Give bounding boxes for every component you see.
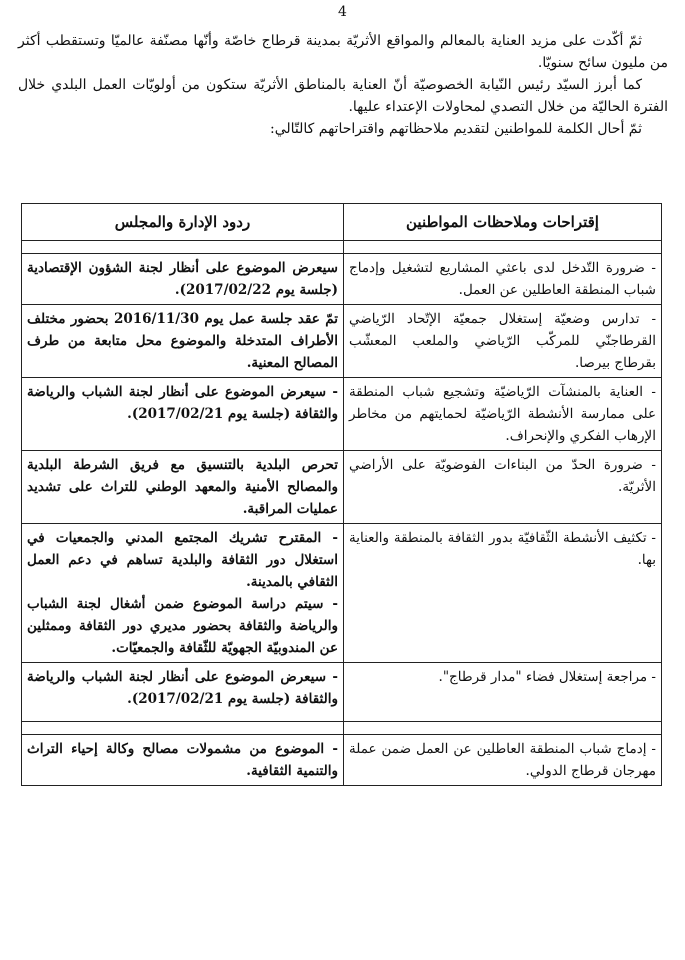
response-cell: - المقترح تشريك المجتمع المدني والجمعيات في استغلال دور الثقافة والبلدية تساهم في دعم العمل الثقافي بالمدينة. - سيتم دراسة الموضوع ضمن أشغال لجنة الشباب والرياضة والثقافة بحضور مديري دور الثقافة وممثلين عن المندوبيّة الجهويّة للثّقافة والجمعيّات. [22,524,344,663]
table-row [22,663,662,722]
response-cell: - سيعرض الموضوع على أنظار لجنة الشباب والرياضة والثقافة (جلسة يوم 2017/02/21). [22,663,344,722]
table-header-row [22,204,662,241]
proposals-table [21,203,662,786]
table-row [22,378,662,451]
table-row [22,305,662,378]
response-cell: تحرص البلدية بالتنسيق مع فريق الشرطة البلدية والمصالح الأمنية والمعهد الوطني للتراث على تشديد عمليات المراقبة. [22,451,344,524]
header-citizen-proposals: إقتراحات وملاحظات المواطنين [344,204,662,241]
citizen-proposal-cell: - تدارس وضعيّة إستغلال جمعيّة الإتّحاد الرّياضي القرطاجنّي للمركّب الرّياضي والملعب المعشّب بقرطاج بيرصا. [344,305,662,378]
intro-paragraph: ثمّ أكّدت على مزيد العناية بالمعالم والمواقع الأثريّة بمدينة قرطاج خاصّة وأنّها مصنّفة عالميّا وتستقطب أكثر من مليون سائح سنويّا. [18,33,668,71]
citizen-proposal-cell: - تكثيف الأنشطة الثّقافيّة بدور الثقافة بالمنطقة والعناية بها. [344,524,662,663]
citizen-proposal-cell: - إدماج شباب المنطقة العاطلين عن العمل ضمن عملة مهرجان قرطاج الدولي. [344,735,662,786]
table-row [22,735,662,786]
intro-paragraph: كما أبرز السيّد رئيس النّيابة الخصوصيّة أنّ العناية بالمناطق الأثريّة ستكون من أولويّات العمل البلدي خلال الفترة الحاليّة من خلال التصدي لمحاولات الإعتداء عليها. [18,77,668,115]
table-row [22,524,662,663]
header-administration-responses: ردود الإدارة والمجلس [22,204,344,241]
intro-text [18,30,668,140]
citizen-proposal-cell: - العناية بالمنشآت الرّياضيّة وتشجيع شباب المنطقة على ممارسة الأنشطة الرّياضيّة لحمايتهم من مخاطر الإرهاب الفكري والإنحراف. [344,378,662,451]
intro-paragraph: ثمّ أحال الكلمة للمواطنين لتقديم ملاحظاتهم واقتراحاتهم كالتّالي: [270,121,642,137]
response-cell: سيعرض الموضوع على أنظار لجنة الشؤون الإقتصادية (جلسة يوم 2017/02/22). [22,254,344,305]
citizen-proposal-cell: - ضرورة الحدّ من البناءات الفوضويّة على الأراضي الأثريّة. [344,451,662,524]
table-row [22,451,662,524]
response-cell: تمّ عقد جلسة عمل يوم 2016/11/30 بحضور مختلف الأطراف المتدخلة والموضوع محل متابعة من طرف المصالح المعنية. [22,305,344,378]
citizen-proposal-cell: - مراجعة إستغلال فضاء "مدار قرطاج". [344,663,662,722]
response-cell: - الموضوع من مشمولات مصالح وكالة إحياء التراث والتنمية الثقافية. [22,735,344,786]
table-row [22,254,662,305]
response-cell: - سيعرض الموضوع على أنظار لجنة الشباب والرياضة والثقافة (جلسة يوم 2017/02/21). [22,378,344,451]
citizen-proposal-cell: - ضرورة التّدخل لدى باعثي المشاريع لتشغيل وإدماج شباب المنطقة العاطلين عن العمل. [344,254,662,305]
page-number: 4 [338,4,347,20]
